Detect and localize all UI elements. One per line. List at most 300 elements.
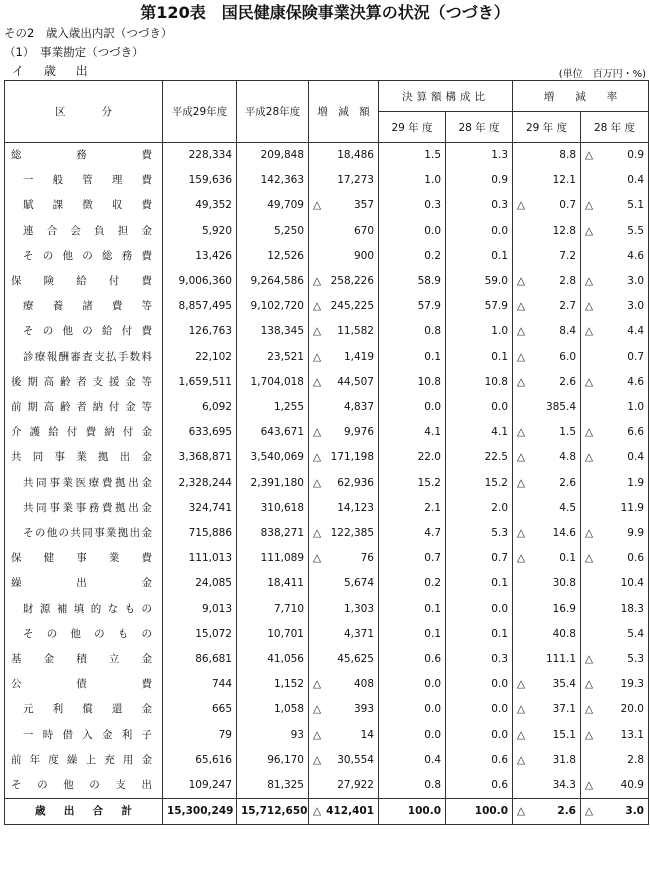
negative-mark: △ [313,753,322,766]
negative-mark: △ [517,300,526,313]
rate-29 [513,471,581,496]
unit-note: (単位 百万円・%) [558,69,646,80]
ratio-28 [446,370,513,395]
rate-28 [581,773,649,799]
negative-mark: △ [313,275,322,288]
row-label [5,521,163,546]
ratio-29-value: 1.0 [424,174,441,187]
rate-29-value: 40.8 [552,627,576,640]
fy29-amount [163,269,237,294]
fy28-amount [237,370,309,395]
fy28-amount-value: 838,271 [260,527,304,540]
fy29-amount [163,244,237,269]
change-amount-value: 122,385 [330,527,374,540]
ratio-28-value: 10.8 [484,375,508,388]
table-row [5,244,649,269]
rate-29 [513,219,581,244]
negative-mark: △ [313,678,322,691]
row-label [5,319,163,344]
ratio-29-value: 100.0 [407,805,441,818]
negative-mark: △ [313,350,322,363]
rate-29 [513,319,581,344]
fy28-amount-value: 2,391,180 [250,476,304,489]
change-amount [309,622,379,647]
change-amount-value: 408 [353,678,374,691]
fy28-amount-value: 9,264,586 [250,275,304,288]
fy28-amount-value: 1,152 [273,678,304,691]
ratio-28-value: 1.0 [491,325,508,338]
fy29-amount-value: 1,659,511 [178,375,232,388]
table-caption: イ 歳 出 [12,64,96,78]
fy29-amount-value: 228,334 [188,149,232,161]
negative-mark: △ [517,426,526,439]
ratio-29-value: 0.0 [424,728,441,741]
rate-28 [581,395,649,420]
rate-29-value: 385.4 [545,401,576,414]
table-row [5,799,649,825]
rate-28 [581,748,649,773]
rate-28-value: 0.9 [627,149,644,161]
change-amount-value: 670 [353,224,374,237]
ratio-29 [379,521,446,546]
fy28-amount-value: 96,170 [267,753,304,766]
ratio-29 [379,193,446,218]
fy29-amount [163,647,237,672]
row-label-text: 保 険 給 付 費 [11,275,152,288]
row-label-text: そ の 他 の 支 出 [11,779,152,792]
change-amount-value: 62,936 [337,476,374,489]
negative-mark: △ [585,527,594,540]
table-row [5,546,649,571]
rate-28-value: 40.9 [620,779,644,792]
table-body [5,143,649,825]
ratio-29-value: 0.2 [424,577,441,590]
negative-mark: △ [517,275,526,288]
change-amount [309,773,379,799]
ratio-28-value: 57.9 [484,300,508,313]
ratio-29 [379,697,446,722]
rate-28 [581,445,649,470]
ratio-28 [446,799,513,825]
ratio-29 [379,773,446,799]
row-label [5,395,163,420]
ratio-29-value: 4.7 [424,527,441,540]
rate-29 [513,269,581,294]
change-amount [309,143,379,169]
fy28-amount [237,496,309,521]
change-amount-value: 4,371 [343,627,374,640]
row-label [5,345,163,370]
ratio-29 [379,269,446,294]
rate-29-value: 111.1 [545,653,576,666]
negative-mark: △ [517,805,526,818]
fy29-amount-value: 111,013 [188,552,232,565]
table-row [5,143,649,169]
ratio-29-value: 0.2 [424,249,441,262]
table-row [5,622,649,647]
rate-28-value: 1.9 [627,476,644,489]
change-amount [309,496,379,521]
rate-29 [513,622,581,647]
row-label-text: 介 護 給 付 費 納 付 金 [11,426,152,439]
row-label [5,672,163,697]
rate-28 [581,420,649,445]
fy29-amount-value: 49,352 [195,199,232,212]
ratio-29-value: 0.8 [424,325,441,338]
rate-29-value: 16.9 [552,602,576,615]
fy29-amount [163,395,237,420]
ratio-29 [379,345,446,370]
rate-29-value: 30.8 [552,577,576,590]
fy29-amount-value: 2,328,244 [178,476,232,489]
fy29-amount [163,143,237,169]
ratio-29-value: 22.0 [417,451,441,464]
rate-28-value: 5.5 [627,224,644,237]
ratio-28-value: 22.5 [484,451,508,464]
rate-28-value: 5.1 [627,199,644,212]
rate-28 [581,723,649,748]
rate-28 [581,319,649,344]
negative-mark: △ [585,552,594,565]
rate-29-value: 6.0 [559,350,576,363]
change-amount [309,244,379,269]
rate-28 [581,697,649,722]
rate-28 [581,269,649,294]
negative-mark: △ [585,703,594,716]
ratio-29-value: 2.1 [424,501,441,514]
fy29-amount [163,723,237,748]
fy28-amount [237,697,309,722]
ratio-28 [446,471,513,496]
rate-29 [513,521,581,546]
fy29-amount [163,672,237,697]
rate-29-value: 2.6 [559,476,576,489]
fy29-amount [163,370,237,395]
row-label [5,496,163,521]
change-amount-value: 5,674 [343,577,374,590]
change-amount-value: 27,922 [337,779,374,792]
table-row [5,445,649,470]
rate-29-value: 2.7 [559,300,576,313]
negative-mark: △ [585,375,594,388]
ratio-29-value: 58.9 [417,275,441,288]
fy29-amount-value: 5,920 [201,224,232,237]
rate-29 [513,370,581,395]
fy28-amount [237,571,309,596]
negative-mark: △ [313,476,322,489]
rate-28 [581,521,649,546]
fy29-amount-value: 8,857,495 [178,300,232,313]
rate-28 [581,546,649,571]
rate-29-value: 37.1 [552,703,576,716]
fy28-amount-value: 1,704,018 [250,375,304,388]
change-amount [309,697,379,722]
row-label-text: 診 療 報 酬 審 査 支 払 手 数 料 [23,350,152,363]
rate-28 [581,496,649,521]
row-label-text: 一 時 借 入 金 利 子 [23,728,152,741]
change-amount [309,597,379,622]
row-label-text: そ の 他 の 共 同 事 業 拠 出 金 [23,527,152,540]
ratio-29-value: 57.9 [417,300,441,313]
row-label-text: 総 務 費 [11,149,152,161]
negative-mark: △ [585,451,594,464]
negative-mark: △ [517,703,526,716]
rate-29 [513,496,581,521]
table-row [5,395,649,420]
ratio-29 [379,294,446,319]
row-label [5,571,163,596]
negative-mark: △ [517,753,526,766]
fy29-amount [163,748,237,773]
rate-29-value: 1.5 [559,426,576,439]
negative-mark: △ [585,275,594,288]
fy29-amount-value: 86,681 [195,653,232,666]
rate-29-value: 4.8 [559,451,576,464]
negative-mark: △ [585,678,594,691]
rate-28-value: 4.4 [627,325,644,338]
ratio-28-value: 100.0 [474,805,508,818]
ratio-28-value: 4.1 [491,426,508,439]
negative-mark: △ [313,527,322,540]
fy29-amount-value: 15,072 [195,627,232,640]
ratio-29 [379,244,446,269]
rate-29-value: 8.8 [559,149,576,161]
ratio-29 [379,723,446,748]
negative-mark: △ [313,805,322,818]
fy28-amount [237,471,309,496]
negative-mark: △ [585,426,594,439]
row-label-text: 共 同 事 業 事 務 費 拠 出 金 [23,501,152,514]
ratio-28-value: 1.3 [491,149,508,161]
fy28-amount-value: 643,671 [260,426,304,439]
change-amount [309,345,379,370]
ratio-29 [379,496,446,521]
ratio-28 [446,294,513,319]
rate-29-value: 0.1 [559,552,576,565]
table-row [5,597,649,622]
row-label [5,622,163,647]
row-label-text: 共 同 事 業 拠 出 金 [11,451,152,464]
table-row [5,219,649,244]
negative-mark: △ [517,375,526,388]
fy29-amount [163,294,237,319]
fy28-amount-value: 138,345 [260,325,304,338]
ratio-28 [446,622,513,647]
ratio-28 [446,168,513,193]
change-amount-value: 171,198 [330,451,374,464]
ratio-29-value: 0.0 [424,224,441,237]
fy29-amount-value: 126,763 [188,325,232,338]
rate-29 [513,420,581,445]
negative-mark: △ [517,728,526,741]
ratio-28-value: 0.0 [491,224,508,237]
rate-28 [581,799,649,825]
row-label [5,647,163,672]
ratio-29 [379,219,446,244]
fy28-amount [237,395,309,420]
fy29-amount-value: 633,695 [188,426,232,439]
fy28-amount [237,244,309,269]
table-row [5,471,649,496]
rate-28-value: 5.4 [627,627,644,640]
header-composition-ratio: 決算額構成比 [379,81,513,112]
fy29-amount [163,471,237,496]
row-label-text: 前 期 高 齢 者 納 付 金 等 [11,401,152,414]
rate-28 [581,622,649,647]
negative-mark: △ [585,224,594,237]
rate-29-value: 12.1 [552,174,576,187]
ratio-28 [446,420,513,445]
change-amount [309,168,379,193]
ratio-29 [379,672,446,697]
table-row [5,269,649,294]
ratio-28 [446,445,513,470]
rate-28 [581,193,649,218]
negative-mark: △ [313,375,322,388]
change-amount-value: 357 [353,199,374,212]
negative-mark: △ [517,350,526,363]
row-label-text: 歳 出 合 計 [35,805,132,818]
ratio-28 [446,143,513,169]
row-label [5,748,163,773]
table-row [5,168,649,193]
row-label [5,723,163,748]
ratio-29 [379,168,446,193]
negative-mark: △ [585,149,594,161]
fy28-amount [237,723,309,748]
change-amount [309,748,379,773]
fy28-amount [237,193,309,218]
table-row [5,319,649,344]
row-label [5,143,163,169]
negative-mark: △ [517,325,526,338]
rate-29-value: 0.7 [559,199,576,212]
negative-mark: △ [517,527,526,540]
rate-28-value: 10.4 [620,577,644,590]
change-amount [309,319,379,344]
change-amount-value: 1,419 [343,350,374,363]
fy28-amount-value: 142,363 [260,174,304,187]
fy29-amount [163,445,237,470]
change-amount-value: 17,273 [337,174,374,187]
rate-29-value: 12.8 [552,224,576,237]
ratio-28-value: 0.0 [491,728,508,741]
fy29-amount [163,193,237,218]
fy29-amount-value: 715,886 [188,527,232,540]
change-amount-value: 393 [353,703,374,716]
fy29-amount [163,420,237,445]
table-row [5,420,649,445]
ratio-28-value: 0.0 [491,602,508,615]
fy28-amount-value: 7,710 [273,602,304,615]
ratio-29 [379,597,446,622]
table-row [5,193,649,218]
rate-29 [513,697,581,722]
ratio-28 [446,496,513,521]
row-label [5,420,163,445]
fy29-amount [163,496,237,521]
rate-29 [513,773,581,799]
table-row [5,294,649,319]
rate-29-value: 4.5 [559,501,576,514]
negative-mark: △ [517,451,526,464]
rate-29-value: 34.3 [552,779,576,792]
ratio-29-value: 0.1 [424,350,441,363]
row-label [5,546,163,571]
fy28-amount [237,647,309,672]
row-label-text: 元 利 償 還 金 [23,703,152,716]
ratio-28 [446,319,513,344]
rate-28-value: 4.6 [627,249,644,262]
fy29-amount [163,571,237,596]
change-amount [309,723,379,748]
rate-29 [513,345,581,370]
fy28-amount-value: 310,618 [260,501,304,514]
negative-mark: △ [585,728,594,741]
row-label [5,244,163,269]
negative-mark: △ [313,300,322,313]
fy28-amount [237,168,309,193]
rate-28 [581,143,649,169]
fy28-amount-value: 3,540,069 [250,451,304,464]
fy28-amount [237,799,309,825]
fy28-amount [237,773,309,799]
rate-29-value: 31.8 [552,753,576,766]
fy28-amount-value: 18,411 [267,577,304,590]
rate-29-value: 35.4 [552,678,576,691]
fy28-amount-value: 111,089 [260,552,304,565]
change-amount-value: 412,401 [326,805,374,818]
rate-29-value: 2.6 [559,375,576,388]
fy28-amount [237,597,309,622]
rate-29-value: 14.6 [552,527,576,540]
table-row [5,521,649,546]
negative-mark: △ [313,728,322,741]
ratio-28-value: 0.7 [491,552,508,565]
ratio-28 [446,395,513,420]
rate-28-value: 18.3 [620,602,644,615]
fy29-amount [163,773,237,799]
fy29-amount-value: 65,616 [195,753,232,766]
fy29-amount-value: 159,636 [188,174,232,187]
rate-29 [513,168,581,193]
ratio-28-value: 0.3 [491,199,508,212]
rate-28-value: 5.3 [627,653,644,666]
negative-mark: △ [313,199,322,212]
header-change-amount: 増 減 額 [309,81,379,143]
rate-28-value: 0.7 [627,350,644,363]
change-amount [309,294,379,319]
row-label-text: そ の 他 の 総 務 費 [23,249,152,262]
table-row [5,370,649,395]
rate-29 [513,546,581,571]
negative-mark: △ [585,805,594,818]
fy28-amount-value: 10,701 [267,627,304,640]
ratio-29 [379,445,446,470]
row-label [5,697,163,722]
change-amount-value: 76 [360,552,374,565]
row-label-text: 前 年 度 繰 上 充 用 金 [11,753,152,766]
change-amount [309,521,379,546]
ratio-28 [446,219,513,244]
change-amount [309,672,379,697]
change-amount-value: 245,225 [330,300,374,313]
rate-29 [513,143,581,169]
rate-28-value: 13.1 [620,728,644,741]
fy28-amount-value: 209,848 [260,149,304,161]
negative-mark: △ [517,476,526,489]
fy29-amount-value: 324,741 [188,501,232,514]
